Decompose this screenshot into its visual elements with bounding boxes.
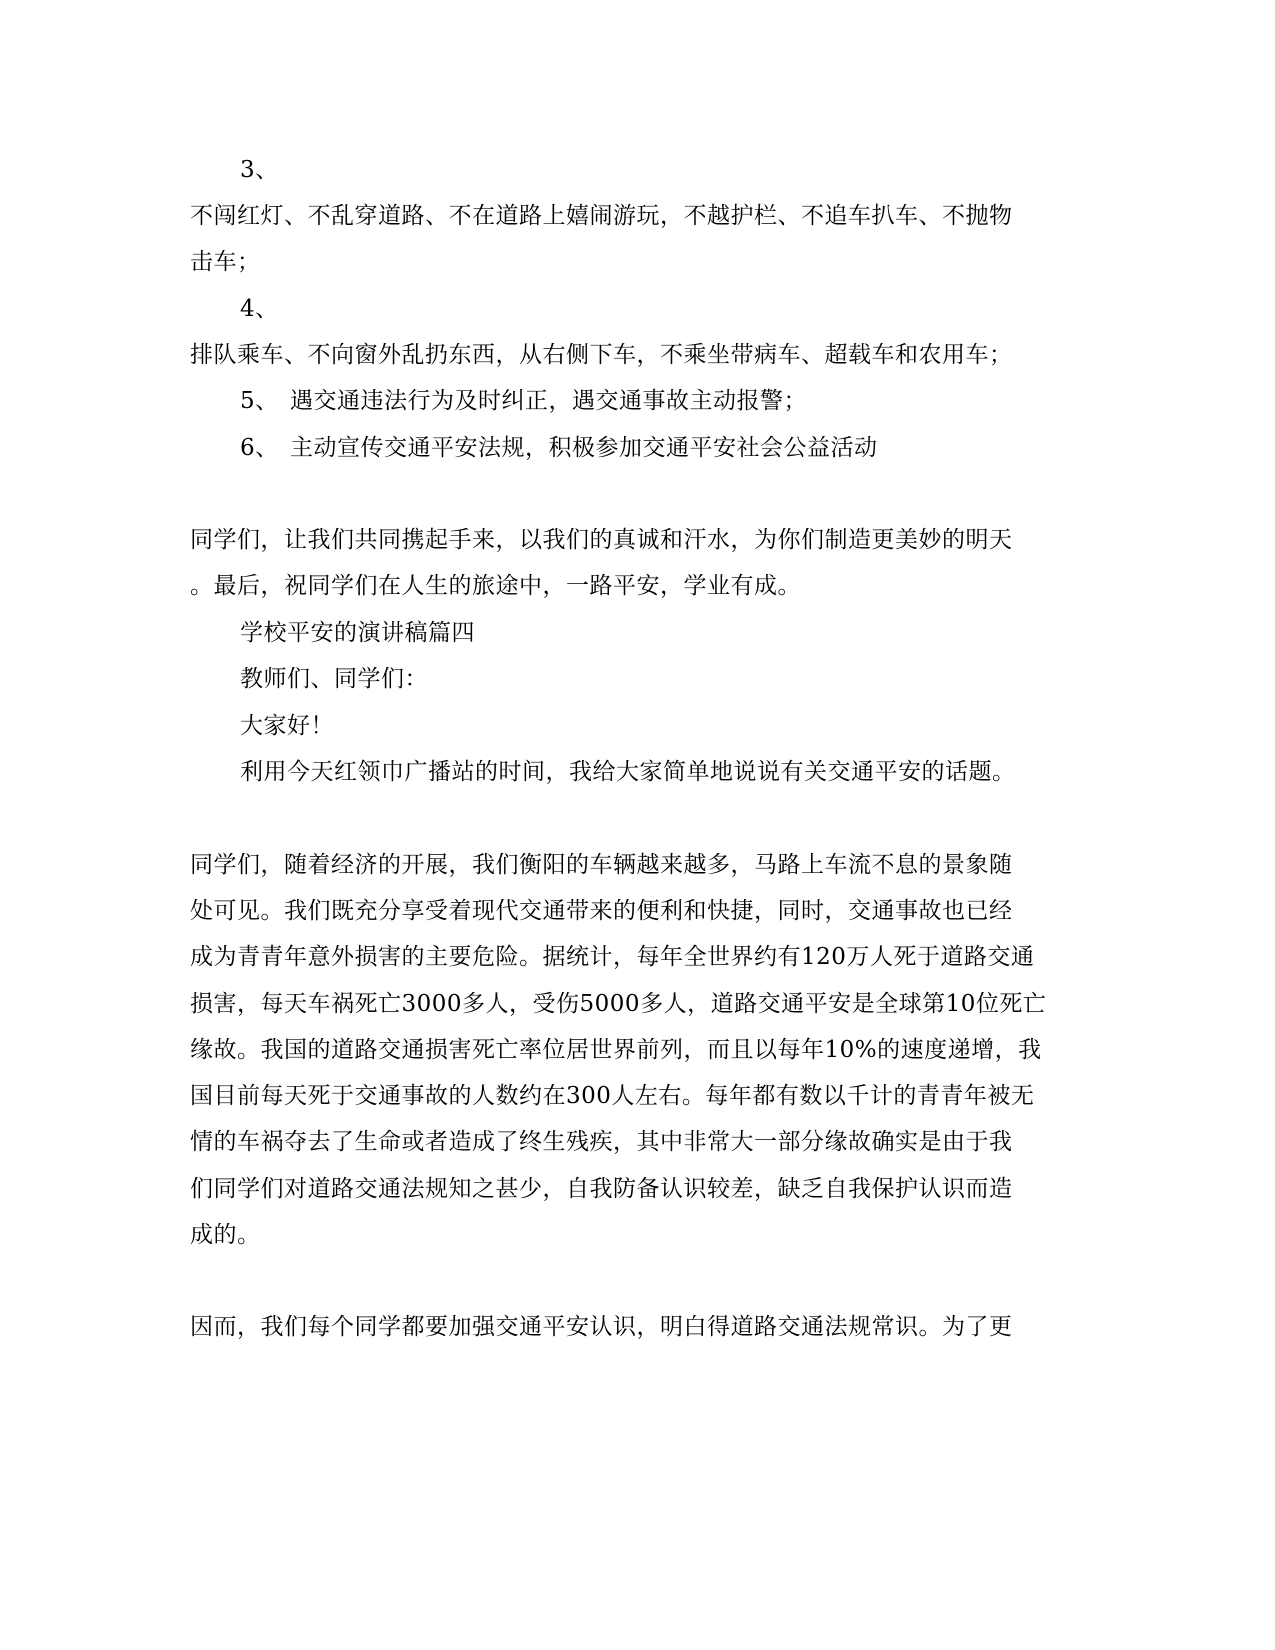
item-5-number: 5、: [240, 388, 279, 414]
final-paragraph-line: 因而，我们每个同学都要加强交通平安认识，明白得道路交通法规常识。为了更: [190, 1314, 1013, 1340]
closing-line-1: 同学们，让我们共同携起手来，以我们的真诚和汗水，为你们制造更美妙的明天: [190, 527, 1013, 553]
closing-line-2: 。最后，祝同学们在人生的旅途中，一路平安，学业有成。: [190, 573, 801, 599]
item-6: [240, 432, 1140, 464]
greeting: 大家好！: [240, 713, 334, 739]
paragraph-line: 们同学们对道路交通法规知之甚少，自我防备认识较差，缺乏自我保护认识而造: [190, 1176, 1013, 1202]
item-3-text-line-1: 不闯红灯、不乱穿道路、不在道路上嬉闹游玩，不越护栏、不追车扒车、不抛物: [190, 203, 1013, 229]
paragraph-line: 损害，每天车祸死亡3000多人，受伤5000多人，道路交通平安是全球第10位死亡: [190, 991, 1047, 1017]
paragraph-line: 缘故。我国的道路交通损害死亡率位居世界前列，而且以每年10%的速度递增，我: [190, 1037, 1042, 1063]
item-5-text: 遇交通违法行为及时纠正，遇交通事故主动报警；: [290, 388, 807, 414]
item-3-text-line-2: 击车；: [190, 249, 261, 275]
item-6-text: 主动宣传交通平安法规，积极参加交通平安社会公益活动: [290, 435, 878, 461]
item-4-text: 排队乘车、不向窗外乱扔东西，从右侧下车，不乘坐带病车、超载车和农用车；: [190, 342, 1013, 368]
intro-sentence: 利用今天红领巾广播站的时间，我给大家简单地说说有关交通平安的话题。: [240, 759, 1016, 785]
item-4-number: 4、: [240, 296, 279, 322]
paragraph-line: 情的车祸夺去了生命或者造成了终生残疾，其中非常大一部分缘故确实是由于我: [190, 1129, 1013, 1155]
paragraph-line: 国目前每天死于交通事故的人数约在300人左右。每年都有数以千计的青青年被无: [190, 1083, 1035, 1109]
paragraph-line: 同学们，随着经济的开展，我们衡阳的车辆越来越多，马路上车流不息的景象随: [190, 852, 1013, 878]
item-6-number: 6、: [240, 435, 279, 461]
paragraph-line: 成为青青年意外损害的主要危险。据统计，每年全世界约有120万人死于道路交通: [190, 944, 1035, 970]
item-3-number: 3、: [240, 157, 279, 183]
item-5: [240, 385, 1140, 417]
salutation: 教师们、同学们：: [240, 666, 428, 692]
paragraph-line: 处可见。我们既充分享受着现代交通带来的便利和快捷，同时，交通事故也已经: [190, 898, 1013, 924]
paragraph-line: 成的。: [190, 1222, 261, 1248]
section-title: 学校平安的演讲稿篇四: [240, 620, 475, 646]
